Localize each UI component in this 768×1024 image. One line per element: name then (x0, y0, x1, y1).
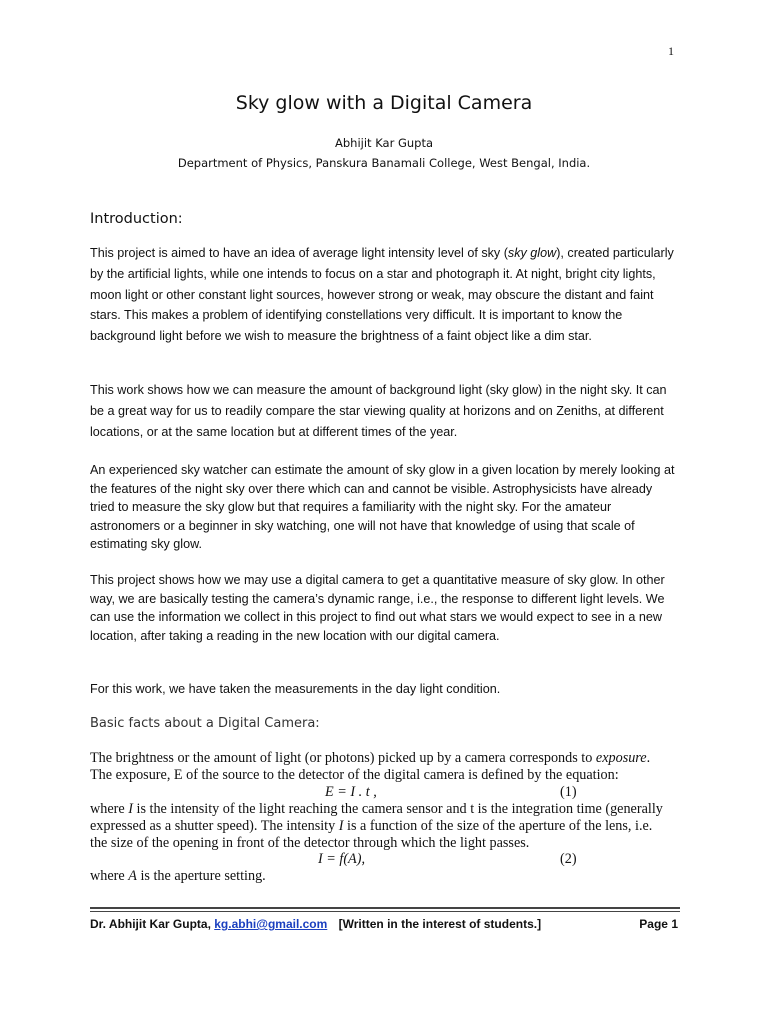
footer-email-link[interactable]: kg.abhi@gmail.com (214, 917, 328, 931)
page-number: 1 (668, 44, 674, 58)
section-line-4 (90, 818, 652, 835)
introduction-paragraph-4: This project shows how we may use a digital camera to get a quantitative measure of sky glow. In other way, we are basically testing the camera’s dynamic range, i.e., the response to different light levels. We can use the information we collect in this project to find out what stars we would expect to see in a new location, after taking a reading in the new location with our digital camera. (90, 573, 665, 643)
line6-end: is the aperture setting. (136, 868, 266, 884)
section-line-6 (90, 868, 266, 885)
p1-text-end: ), created particularly by the artificial lights, while one intends to focus on a star and photograph it. At night, bright city lights, moon light or other constant light sources, however strong or weak, may obscure the distant and faint stars. This makes a problem of identifying constellations very difficult. It is important to know the background light before we wish to measure the brightness of a faint object like a dim star. (90, 246, 674, 344)
footer-author: Dr. Abhijit Kar Gupta, (90, 917, 215, 931)
document-title: Sky glow with a Digital Camera (235, 92, 533, 114)
author-name: Abhijit Kar Gupta (334, 136, 434, 150)
basic-facts-heading: Basic facts about a Digital Camera: (90, 716, 320, 731)
introduction-heading: Introduction: (90, 211, 183, 227)
line4-variable: I (338, 818, 344, 834)
line6-start: where (90, 868, 129, 884)
section-line-5: the size of the opening in front of the detector through which the light passes. (90, 835, 530, 851)
line6-variable: A (128, 868, 137, 884)
line4-end: is a function of the size of the aperture of the lens, i.e. (343, 818, 653, 834)
exposure-term: exposure (595, 750, 647, 766)
line4-start: expressed as a shutter speed). The intensity (90, 818, 339, 834)
section-line-3 (90, 801, 663, 818)
equation-2-expression: I = f(A), (318, 851, 365, 867)
introduction-paragraph-3: An experienced sky watcher can estimate the amount of sky glow in a given location by merely looking at the features of the night sky over there which can and cannot be visible. Astrophysicists have already tried to measure the sky glow but that requires a familiarity with the night sky. For the amateur astronomers or a beginner in sky watching, one will not have that knowledge of using that scale of estimating sky glow. (90, 463, 675, 551)
line1-text: The brightness or the amount of light (or photons) picked up by a camera corresponds to (90, 750, 596, 766)
footer-rule-thin (90, 911, 680, 912)
footer-rule-thick (90, 907, 680, 909)
footer-page-label: Page 1 (639, 917, 678, 931)
page-footer (90, 917, 680, 931)
equation-1-expression: E = I . t , (325, 784, 377, 800)
line3-start: where (90, 801, 129, 817)
equation-2-number: (2) (560, 851, 577, 867)
p1-text-start: This project is aimed to have an idea of average light intensity level of sky ( (90, 246, 508, 260)
footer-note: [Written in the interest of students.] (338, 917, 542, 931)
equation-1-number: (1) (560, 784, 577, 800)
line3-end: is the intensity of the light reaching the camera sensor and t is the integration time (generally (132, 801, 663, 817)
section-line-2: The exposure, E of the source to the detector of the digital camera is defined by the equation: (90, 767, 619, 783)
equation-2 (318, 851, 365, 868)
line3-variable: I (128, 801, 133, 817)
author-affiliation: Department of Physics, Panskura Banamali College, West Bengal, India. (177, 156, 591, 170)
equation-1 (325, 784, 377, 801)
line1-period: . (646, 750, 651, 766)
introduction-paragraph-2: This work shows how we can measure the amount of background light (sky glow) in the night sky. It can be a great way for us to readily compare the star viewing quality at horizons and on Zeniths, at different locations, or at the same location but at different times of the year. (90, 383, 667, 439)
section-line-1 (90, 750, 650, 767)
p1-italic-term: sky glow (507, 246, 557, 260)
introduction-paragraph-1 (90, 243, 678, 347)
introduction-paragraph-5: For this work, we have taken the measurements in the day light condition. (90, 682, 501, 696)
